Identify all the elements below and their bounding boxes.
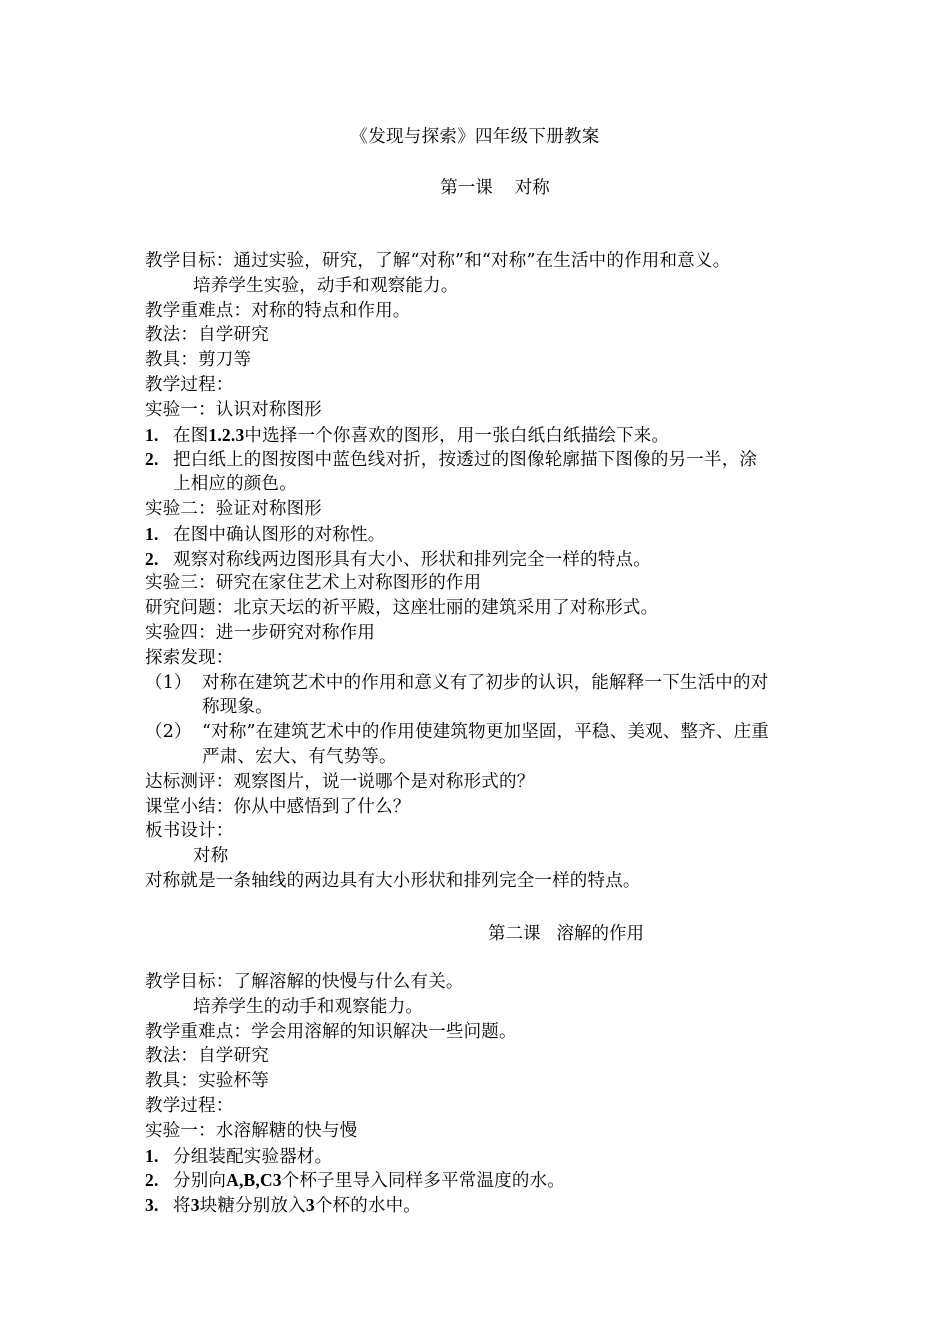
list-item-continuation: 严肃、宏大、有气势等。	[202, 746, 397, 767]
lesson2-method: 教法：自学研究	[145, 1046, 269, 1067]
lesson1-title	[0, 175, 950, 201]
lesson2-process: 教学过程：	[145, 1095, 234, 1116]
lesson2-body	[145, 970, 815, 1218]
lesson1-assessment: 达标测评：观察图片，说一说哪个是对称形式的？	[145, 771, 535, 792]
list-item-continuation: 上相应的颜色。	[173, 474, 297, 495]
lesson1-goal: 教学目标：通过实验，研究，了解“对称”和“对称”在生活中的作用和意义。	[145, 251, 731, 271]
lesson2-key-points: 教学重难点：学会用溶解的知识解决一些问题。	[145, 1021, 517, 1042]
lesson1-goal-2: 培养学生实验，动手和观察能力。	[193, 275, 459, 296]
lesson1-key-points: 教学重难点：对称的特点和作用。	[145, 300, 411, 321]
lesson2-title	[488, 921, 644, 947]
lesson1-exp4-title: 实验四：进一步研究对称作用	[145, 622, 376, 643]
list-item: 2. 观察对称线两边图形具有大小、形状和排列完全一样的特点。	[145, 548, 651, 570]
lesson1-tools: 教具：剪刀等	[145, 350, 252, 371]
lesson1-board-text: 对称就是一条轴线的两边具有大小形状和排列完全一样的特点。	[145, 870, 641, 891]
lesson1-research-question: 研究问题：北京天坛的祈平殿，这座壮丽的建筑采用了对称形式。	[145, 598, 659, 619]
list-item: 3. 将3块糖分别放入3个杯的水中。	[145, 1195, 422, 1217]
lesson1-board-title: 对称	[193, 846, 229, 867]
lesson2-goal-2: 培养学生的动手和观察能力。	[193, 996, 424, 1017]
lesson1-exp1-title: 实验一：认识对称图形	[145, 399, 322, 420]
lesson1-name: 对称	[514, 178, 550, 198]
lesson2-exp1-title: 实验一：水溶解糖的快与慢	[145, 1120, 358, 1141]
list-item: （2） “对称”在建筑艺术中的作用使建筑物更加坚固，平稳、美观、整齐、庄重	[145, 722, 769, 743]
lesson1-summary: 课堂小结：你从中感悟到了什么？	[145, 796, 411, 817]
list-item: 1. 在图1.2.3中选择一个你喜欢的图形，用一张白纸白纸描绘下来。	[145, 424, 670, 446]
lesson1-board-label: 板书设计：	[145, 821, 234, 842]
document-title: 《发现与探索》四年级下册教案	[350, 127, 600, 147]
list-item: 1. 在图中确认图形的对称性。	[145, 523, 386, 545]
lesson1-process: 教学过程：	[145, 374, 234, 395]
lesson1-exp3-title: 实验三：研究在家住艺术上对称图形的作用	[145, 573, 482, 594]
lesson2-number: 第二课	[488, 924, 541, 944]
lesson1-number: 第一课	[440, 178, 493, 198]
list-item-continuation: 称现象。	[202, 697, 273, 718]
lesson2-goal: 教学目标：了解溶解的快慢与什么有关。	[145, 972, 464, 992]
lesson1-exp2-title: 实验二：验证对称图形	[145, 498, 322, 519]
list-item: （1） 对称在建筑艺术中的作用和意义有了初步的认识，能解释一下生活中的对	[145, 672, 769, 693]
lesson2-name: 溶解的作用	[556, 924, 644, 944]
lesson1-method: 教法：自学研究	[145, 325, 269, 346]
lesson1-discovery-label: 探索发现：	[145, 647, 234, 668]
lesson2-tools: 教具：实验杯等	[145, 1071, 269, 1092]
list-item: 2. 把白纸上的图按图中蓝色线对折，按透过的图像轮廓描下图像的另一半，涂	[145, 449, 758, 471]
lesson1-body	[145, 249, 815, 894]
list-item: 2. 分别向A,B,C3个杯子里导入同样多平常温度的水。	[145, 1170, 565, 1192]
list-item: 1. 分组装配实验器材。	[145, 1145, 333, 1167]
